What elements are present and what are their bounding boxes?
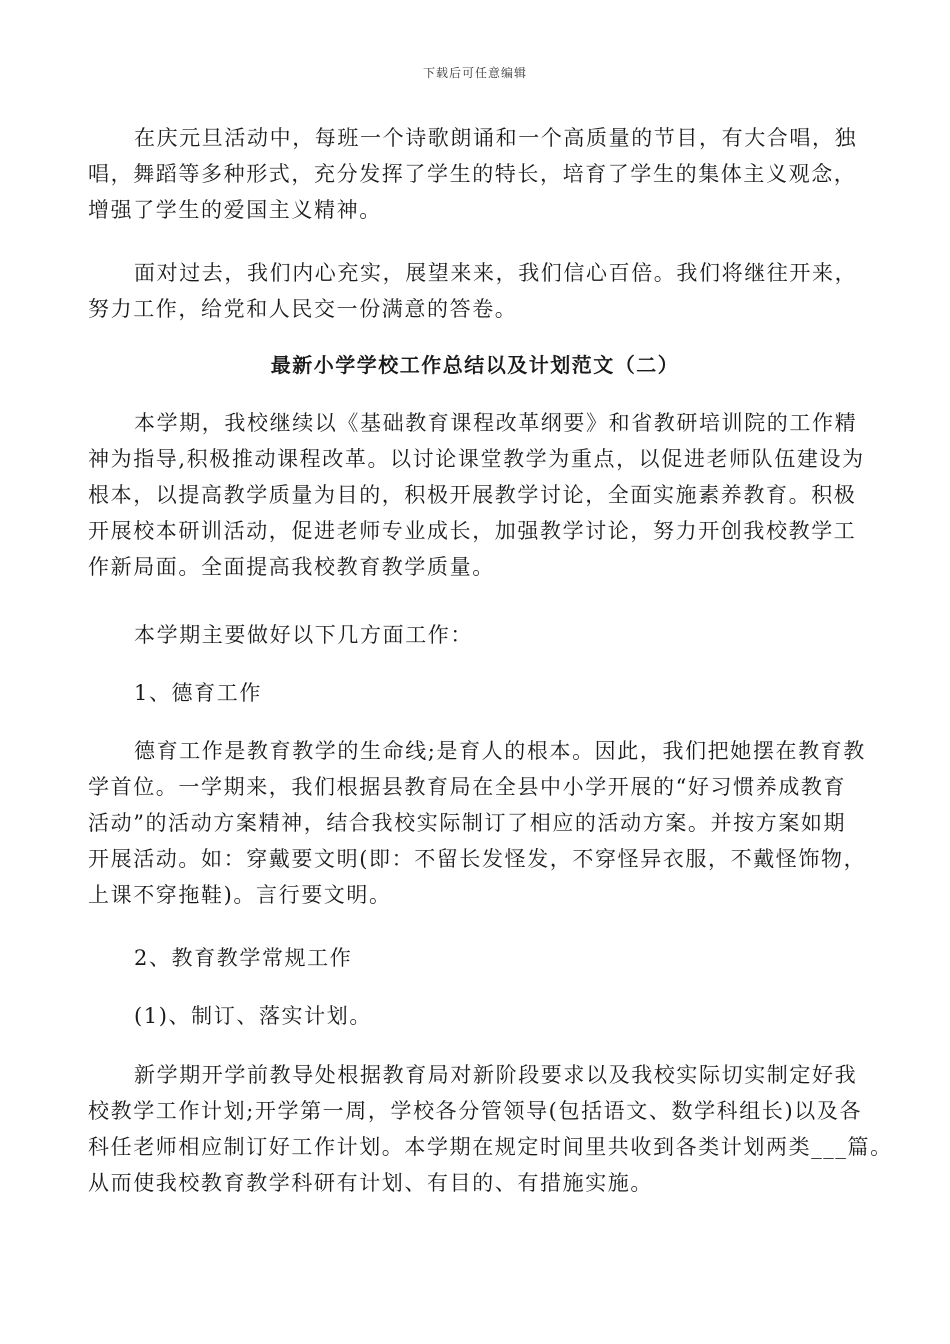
paragraph-new-year-activity: [88, 120, 878, 228]
text-line: 神为指导,积极推动课程改革。以讨论课堂教学为重点，以促进老师队伍建设为: [88, 447, 865, 471]
text-line: 本学期，我校继续以《基础教育课程改革纲要》和省教研培训院的工作精: [134, 411, 858, 435]
heading-moral-education: [88, 675, 878, 711]
text-line: 本学期主要做好以下几方面工作：: [134, 623, 473, 647]
text-line: 作新局面。全面提高我校教育教学质量。: [88, 555, 495, 579]
text-line: 科任老师相应制订好工作计划。本学期在规定时间里共收到各类计划两类___篇。: [88, 1135, 893, 1159]
paragraph-looking-back: [88, 255, 878, 327]
text-line: 努力工作，给党和人民交一份满意的答卷。: [88, 297, 518, 321]
text-line: 上课不穿拖鞋)。言行要文明。: [88, 883, 392, 907]
heading-planning: [88, 998, 878, 1034]
text-line: 根本，以提高教学质量为目的，积极开展教学讨论，全面实施素养教育。积极: [88, 483, 857, 507]
text-line: 学首位。一学期来，我们根据县教育局在全县中小学开展的“好习惯养成教育: [88, 775, 847, 799]
paragraph-planning: [88, 1057, 893, 1201]
paragraph-main-work: [88, 617, 878, 653]
header-note: 下载后可任意编辑: [422, 66, 527, 80]
text-line: (1)、制订、落实计划。: [134, 1004, 372, 1028]
text-line: 开展活动。如：穿戴要文明(即：不留长发怪发，不穿怪异衣服，不戴怪饰物，: [88, 847, 867, 871]
text-line: 从而使我校教育教学科研有计划、有目的、有措施实施。: [88, 1171, 653, 1195]
text-line: 唱，舞蹈等多种形式，充分发挥了学生的特长，培育了学生的集体主义观念，: [88, 162, 857, 186]
text-line: 开展校本研训活动，促进老师专业成长，加强教学讨论，努力开创我校教学工: [88, 519, 857, 543]
text-line: 活动”的活动方案精神，结合我校实际制订了相应的活动方案。并按方案如期: [88, 811, 847, 835]
text-line: 德育工作是教育教学的生命线;是育人的根本。因此，我们把她摆在教育教: [134, 739, 866, 763]
section-title: 最新小学学校工作总结以及计划范文（二）: [270, 353, 680, 377]
text-line: 校教学工作计划;开学第一周，学校各分管领导(包括语文、数学科组长)以及各: [88, 1099, 863, 1123]
paragraph-semester-intro: [88, 405, 878, 585]
text-line: 2、教育教学常规工作: [134, 946, 353, 970]
text-line: 增强了学生的爱国主义精神。: [88, 198, 382, 222]
text-line: 在庆元旦活动中，每班一个诗歌朗诵和一个高质量的节目，有大合唱，独: [134, 126, 858, 150]
heading-routine-work: [88, 940, 878, 976]
text-line: 面对过去，我们内心充实，展望来来，我们信心百倍。我们将继往开来，: [134, 261, 858, 285]
text-line: 1、德育工作: [134, 681, 262, 705]
paragraph-moral-education: [88, 733, 878, 913]
text-line: 新学期开学前教导处根据教育局对新阶段要求以及我校实际切实制定好我: [134, 1063, 858, 1087]
